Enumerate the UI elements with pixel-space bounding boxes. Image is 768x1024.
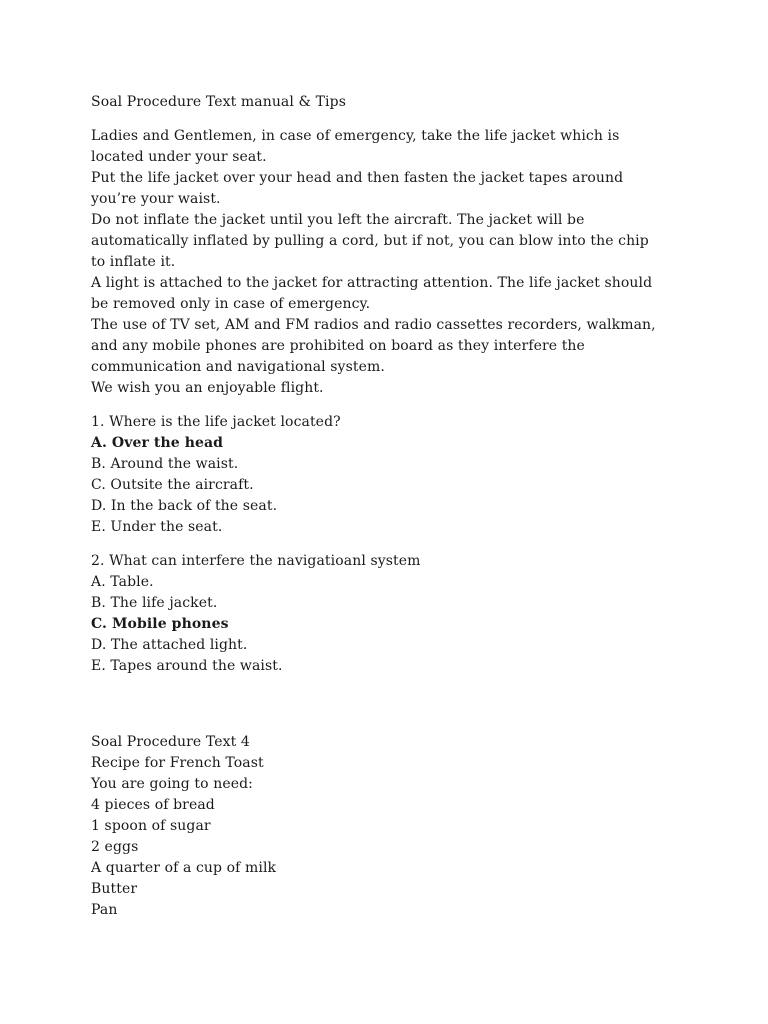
passage-line: and any mobile phones are prohibited on board as they interfere the xyxy=(91,338,585,354)
answer-option-correct: A. Over the head xyxy=(91,435,224,451)
passage-line: Put the life jacket over your head and then fasten the jacket tapes around xyxy=(91,170,624,186)
question-2 xyxy=(91,551,691,677)
section-title: Soal Procedure Text 4 xyxy=(91,734,250,750)
answer-option: E. Under the seat. xyxy=(91,519,223,535)
answer-option: B. Around the waist. xyxy=(91,456,239,472)
ingredient-item: 1 spoon of sugar xyxy=(91,818,211,834)
passage-line: be removed only in case of emergency. xyxy=(91,296,371,312)
question-1 xyxy=(91,412,691,538)
question-prompt: 1. Where is the life jacket located? xyxy=(91,414,341,430)
answer-option: A. Table. xyxy=(91,574,154,590)
passage xyxy=(91,126,691,399)
answer-option: E. Tapes around the waist. xyxy=(91,658,283,674)
passage-line: to inflate it. xyxy=(91,254,176,270)
recipe-intro: You are going to need: xyxy=(91,776,253,792)
ingredient-item: Pan xyxy=(91,902,118,918)
spacer xyxy=(91,677,691,732)
passage-line: Ladies and Gentlemen, in case of emergency, take the life jacket which is xyxy=(91,128,620,144)
answer-option: C. Outsite the aircraft. xyxy=(91,477,254,493)
passage-line: located under your seat. xyxy=(91,149,267,165)
document-page xyxy=(91,92,691,921)
answer-option: D. In the back of the seat. xyxy=(91,498,278,514)
spacer xyxy=(91,538,691,551)
passage-line: A light is attached to the jacket for attracting attention. The life jacket should xyxy=(91,275,653,291)
ingredient-item: A quarter of a cup of milk xyxy=(91,860,277,876)
passage-line: The use of TV set, AM and FM radios and radio cassettes recorders, walkman, xyxy=(91,317,656,333)
passage-line: Do not inflate the jacket until you left the aircraft. The jacket will be xyxy=(91,212,585,228)
question-prompt: 2. What can interfere the navigatioanl system xyxy=(91,553,421,569)
spacer xyxy=(91,399,691,412)
section-title: Soal Procedure Text manual & Tips xyxy=(91,94,346,110)
answer-option: D. The attached light. xyxy=(91,637,248,653)
spacer xyxy=(91,113,691,126)
ingredient-item: 2 eggs xyxy=(91,839,139,855)
passage-line: communication and navigational system. xyxy=(91,359,385,375)
passage-line: automatically inflated by pulling a cord, but if not, you can blow into the chip xyxy=(91,233,649,249)
passage-line: We wish you an enjoyable flight. xyxy=(91,380,324,396)
answer-option: B. The life jacket. xyxy=(91,595,218,611)
recipe-title: Recipe for French Toast xyxy=(91,755,264,771)
recipe-section xyxy=(91,732,691,921)
ingredient-item: Butter xyxy=(91,881,138,897)
answer-option-correct: C. Mobile phones xyxy=(91,616,229,632)
ingredient-item: 4 pieces of bread xyxy=(91,797,215,813)
passage-line: you’re your waist. xyxy=(91,191,221,207)
